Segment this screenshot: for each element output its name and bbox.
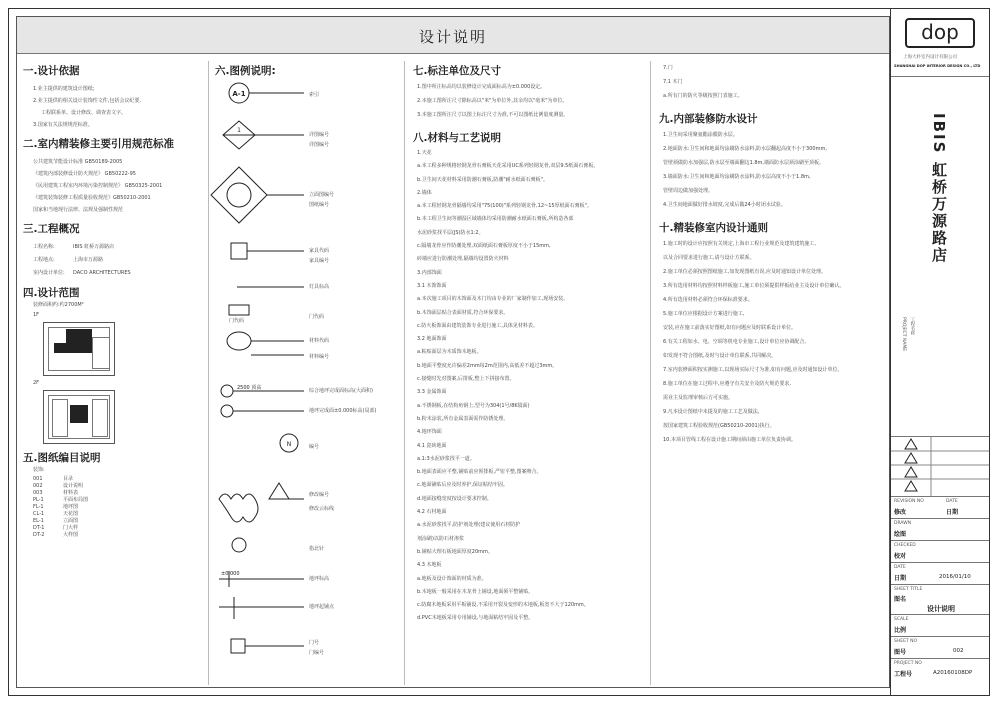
revision-triangle-icons — [891, 437, 989, 497]
section-9-pre — [653, 61, 887, 103]
text-line: a.不锈钢板,在结构角钢上,型号为304(1号/8K镜面) — [417, 402, 530, 409]
text-line: b.粉末涂装,所有金属表面需作防锈处理。 — [417, 415, 509, 422]
logo-text: dop — [921, 20, 959, 44]
table-row: CL-1 天花图 — [33, 511, 79, 517]
revision-row — [891, 496, 989, 518]
level-symbol-2 — [221, 405, 233, 417]
elevation-height-label: 2500 顶高 — [237, 385, 262, 391]
text-line: b.地面表面应平整,铺贴前应预排板,严密平整,图案吻合。 — [417, 469, 542, 476]
table-row: 室内设计单位: DACO ARCHITECTURES — [33, 270, 131, 276]
sheet-title-cn: 图名 — [894, 596, 907, 603]
text-line: 8.施工单位在施工过程中,应遵守有关安全及防火规范要求, — [663, 381, 791, 387]
index-symbol-label: A-1 — [232, 90, 246, 98]
project-no-cn: 工程号 — [894, 671, 913, 678]
section-6-heading: 六.图例说明: — [215, 65, 276, 77]
text-line: 1.施工时的设计应按照有关规定,上海市工程行业规范及建筑建筑施工, — [663, 241, 816, 247]
text-line: 如发现不符合图纸,及时与设计单位联系,共同解决。 — [663, 353, 777, 359]
legend-label: 地坪标高 — [309, 576, 330, 582]
door-number-symbol — [231, 639, 245, 653]
text-line: 6.有关工程如水、电、空调等机电专业施工,设计单位应协调配合, — [663, 339, 806, 345]
text-line: 4.2 石材地面 — [417, 509, 447, 516]
drawn-cn: 绘图 — [894, 531, 907, 538]
door-code-symbol — [229, 305, 249, 315]
text-line: a.本次施工项目的木饰面及木门均由专业的厂家制作加工,现场安装。 — [417, 296, 569, 303]
text-line: 1.图中所注标高均以装修设计完成面标高为±0.000设定。 — [417, 84, 546, 90]
company-logo — [905, 18, 975, 48]
revision-triangles — [891, 436, 989, 496]
text-line: b.木饰面层贴合表面材质,符合环保要求。 — [417, 309, 509, 316]
text-line: 工程联系单、设计修改、调查表文字。 — [41, 110, 127, 116]
checked-label: CHECKED — [894, 543, 916, 548]
text-line: 2.本施工图所注尺寸除标高以"米"为单位外,其余均以"毫米"为单位。 — [417, 98, 568, 104]
text-line: 装饰: — [33, 467, 45, 473]
text-line: 7.室内装修面积按实测施工,以现场实际尺寸为准,如有问题,应及时通知设计单位。 — [663, 367, 843, 373]
sheet-title-row — [891, 584, 989, 614]
project-name-cell — [891, 76, 989, 436]
column-2-legend — [209, 61, 405, 685]
table-row: 工程地点: 上海市万源路 — [33, 257, 104, 263]
legend-label: 材料编号 — [309, 354, 330, 360]
legend-label: 地坪起铺点 — [309, 604, 335, 610]
plan-label-1f: 1F — [33, 312, 40, 318]
text-line: 4.卫生间地面做好排水坡度,完成后做24小时闭水试验。 — [663, 202, 786, 208]
text-line: a.地板及设计饰面的材质为准。 — [417, 575, 487, 582]
table-row: 003 材料表 — [33, 490, 79, 496]
north-pointer-symbol — [232, 538, 246, 552]
table-row: 工程名称: IBIS 虹桥万源路店 — [33, 244, 115, 250]
sheet-no-cn: 图号 — [894, 649, 907, 656]
text-line: b.卫生间天花材料采用防潮石膏板,防潮"耐水纸面石膏板"。 — [417, 176, 548, 183]
text-line: c.接缝时先对图案,后排板,整上下拼接布置。 — [417, 376, 515, 383]
text-line: a.1:3水泥砂浆找平一道。 — [417, 455, 475, 462]
text-line: 2.施工单位必须按照图纸施工,如发现图纸有误,应及时通知设计单位处理。 — [663, 269, 826, 275]
legend-label: 指北针 — [309, 546, 325, 552]
text-line: 以及合同要求进行施工,请与设计方联系。 — [663, 255, 755, 261]
drawn-label: DRAWN — [894, 521, 912, 526]
text-line: b.铺贴大理石板地面厚度20mm。 — [417, 548, 493, 555]
legend-label: 索引 — [309, 92, 320, 98]
scale-cn: 比例 — [894, 627, 907, 634]
section-4-heading: 四.设计范围 — [23, 287, 80, 299]
table-row: DT-1 门大样 — [33, 525, 79, 531]
text-line: c.防火板饰面由建筑装饰专业进行施工,具体见材料表。 — [417, 322, 538, 329]
date-label: DATE — [946, 499, 958, 504]
detail-symbol-label: 1 — [237, 127, 241, 134]
text-line: b.本工程卫生间等潮湿区域墙体均采用防潮耐水纸面石膏板,所构造各部 — [417, 216, 574, 223]
text-line: 1.天花 — [417, 150, 432, 156]
text-line: a.本工程多种规格轻钢龙骨石膏板天花采用UC系列轻钢龙骨,双层9.5纸面石膏板。 — [417, 163, 599, 170]
text-line: 4.所有选用材料必须符合环保标准要求。 — [663, 297, 753, 303]
text-line: 7.门 — [663, 65, 673, 71]
text-line: 3.所有选用材料均按照材料样板施工,施工单位须提供样板给业主及设计单位确认。 — [663, 283, 845, 289]
page-title: 设计说明 — [418, 28, 487, 46]
section-1-heading: 一.设计依据 — [23, 65, 80, 77]
text-line: 3.3 金属饰面 — [417, 389, 447, 396]
section-8-body — [407, 147, 650, 626]
company-name-en: SHANGHAI DOP INTERIOR DESIGN CO., LTD — [894, 64, 981, 68]
title-bar — [17, 17, 889, 54]
table-row: DT-2 大样图 — [33, 532, 79, 538]
sheet-title: 设计说明 — [927, 605, 955, 613]
text-line: 1.卫生间采用聚氨酯涂膜防水层。 — [663, 132, 738, 138]
text-line: 2.地面防水:卫生间和地面均涂刷防水涂料,防水层翻起高度不小于300mm, — [663, 146, 827, 152]
legend-label: 灯具标高 — [309, 284, 330, 290]
project-no-row — [891, 658, 989, 694]
legend-label: 家具编号 — [309, 258, 330, 264]
text-line: d.PVC木地板采用专用铺设,与地面粘结牢固及平整。 — [417, 615, 534, 622]
text-line: 按国家建筑工程验收规范(GB50210-2001)执行。 — [663, 423, 775, 429]
legend-symbols — [209, 79, 405, 679]
sheet-no-row — [891, 636, 989, 658]
legend-label: 家具代码 — [309, 248, 330, 254]
text-line: 4.1 瓷砖地面 — [417, 442, 447, 449]
text-line: a.水泥砂浆找平,防护剂处理(建议使用石材防护 — [417, 522, 521, 529]
checked-row — [891, 540, 989, 562]
section-2-heading: 二.室内精装修主要引用规范标准 — [23, 138, 174, 150]
legend-label: 门代码 — [229, 318, 245, 324]
text-line: 管壁周边做加强处理。 — [663, 188, 714, 194]
table-row: FL-1 地坪图 — [33, 504, 79, 510]
table-row: 001 目录 — [33, 476, 74, 482]
revision-label: REVISION NO — [894, 499, 924, 504]
text-line: 3.墙面防水:卫生间和地面均涂刷防水涂料,防水层高度不小于1.8m, — [663, 174, 811, 180]
furniture-symbol — [231, 243, 247, 259]
legend-label: 立面图编号 — [309, 192, 335, 198]
title-block — [890, 8, 990, 696]
text-line: d.地面接缝宽度按设计要求控制。 — [417, 495, 492, 502]
section-3-heading: 三.工程概况 — [23, 223, 80, 235]
date-cn: 日期 — [946, 509, 959, 516]
text-line: b.木地板一般采用在木龙骨上铺设,地面须平整铺贴。 — [417, 588, 534, 595]
main-panel — [16, 16, 890, 688]
table-row: 002 设计说明 — [33, 483, 84, 489]
drawn-row — [891, 518, 989, 540]
date2-cn: 日期 — [894, 575, 907, 582]
date-value: 2016/01/10 — [939, 574, 971, 580]
text-line: 2.业主提供的相关设计装饰性文件,包括会议纪要, — [33, 98, 141, 104]
text-line: 剂涂刷)以防石材渗浆 — [417, 535, 464, 542]
checked-cn: 校对 — [894, 553, 907, 560]
text-line: 砖墙应进行防潮处理,隔墙均设置防火材料 — [417, 256, 509, 263]
revision-triangle — [269, 483, 289, 499]
text-line: 4.3 木地板 — [417, 562, 442, 569]
section-5-heading: 五.图纸编目说明 — [23, 452, 101, 464]
legend-label: 门编号 — [309, 650, 325, 656]
elevation-symbol — [211, 167, 267, 223]
project-label-en: PROJECT NAME — [901, 317, 906, 352]
project-label-cn: 工程名称 — [910, 317, 915, 335]
text-line: 安装,应在施工前落实好图纸,如有问题应及时联系设计单位。 — [663, 325, 797, 331]
text-line: 5.施工单位应根据设计方案进行施工, — [663, 311, 745, 317]
sheet-no-label: SHEET NO — [894, 639, 918, 644]
legend-label: 图纸编号 — [309, 202, 330, 208]
legend-label: 修改云标线 — [309, 506, 335, 512]
text-line: 管壁须做防水加强层,防水层至墙面翻边1.8m,墙面防水层须涂刷至顶板。 — [663, 160, 825, 166]
column-4 — [653, 61, 887, 685]
floor-plan-2f — [43, 390, 115, 444]
text-line: 《建筑装饰装修工程质量验收规范》GB50210-2001 — [33, 195, 151, 201]
project-name: IBIS 虹桥万源路店 — [930, 113, 948, 264]
sheet-title-label: SHEET TITLE — [894, 587, 923, 592]
text-line: 2.墙体 — [417, 189, 432, 196]
text-line: 需业主及监理审核后方可实施。 — [663, 395, 734, 401]
text-line: c.防腐木地板采用平板铺设,不采用开裂及变形的木地板,板宽不大于120mm。 — [417, 602, 589, 609]
level-symbol-1 — [221, 385, 233, 397]
legend-label: 综合地坪完成面标高(大面积) — [309, 388, 373, 394]
floor-level-label: ±0.000 — [221, 571, 240, 577]
text-line: 1.业主提供的建筑设计图纸; — [33, 86, 95, 92]
legend-label: 地坪完成面±0.000标高(局部) — [309, 408, 377, 414]
text-line: a.本工程轻钢龙骨隔墙均采用"75(100)"系列轻钢龙骨,12~15厚纸面石膏板"。 — [417, 203, 592, 210]
section-9-body — [653, 128, 887, 212]
text-line: 3.本施工图所注尺寸以图上标注尺寸为准,不可以图纸比例量度测量。 — [417, 112, 569, 118]
legend-label: 门号 — [309, 640, 320, 646]
text-line: 4.地坪饰面 — [417, 429, 442, 436]
text-line: a.粘贴面层为木质饰木地板。 — [417, 349, 482, 356]
date2-label: DATE — [894, 565, 906, 570]
revision-cn: 修改 — [894, 509, 907, 516]
scale-row — [891, 614, 989, 636]
text-line: 装修面积约:约2700M² — [33, 302, 84, 308]
text-line: c.地面铺贴后应及时养护,保证粘结牢固。 — [417, 482, 508, 489]
text-line: 《民用建筑工程室内环境污染控制规范》 GB50325-2001 — [33, 183, 163, 189]
section-7-heading: 七.标注单位及尺寸 — [413, 65, 501, 77]
text-line: 国家和当地现行法律、法规及强制性规范 — [33, 207, 124, 213]
section-7-body — [407, 80, 650, 122]
legend-label: 材料代码 — [309, 338, 330, 344]
column-1 — [23, 61, 209, 685]
floor-plan-1f — [43, 322, 115, 376]
scale-label: SCALE — [894, 617, 909, 622]
legend-label: 编号 — [309, 444, 320, 450]
text-line: a.所有门的防火等级按照门表施工。 — [663, 93, 743, 99]
section-8-heading: 八.材料与工艺说明 — [413, 132, 501, 144]
text-line: b.地面平整度允许偏差2mm每2m范围内,高低差不超过3mm。 — [417, 362, 558, 369]
text-line: c.隔墙龙骨应作防潮处理,双面纸面石膏板厚度不小于15mm, — [417, 243, 551, 250]
project-no: A20160108DP — [933, 670, 973, 676]
date-row — [891, 562, 989, 584]
text-line: 《建筑内部装修设计防火规范》 GB50222-95 — [33, 171, 136, 177]
table-row: EL-1 立面图 — [33, 518, 79, 524]
company-name-cn: 上海大朴室内设计有限公司 — [903, 55, 957, 60]
plan-label-2f: 2F — [33, 380, 40, 386]
material-symbol — [227, 332, 251, 350]
column-3 — [407, 61, 651, 685]
table-row: PL-1 平面布局图 — [33, 497, 89, 503]
text-line: 3.2 地面饰面 — [417, 336, 447, 343]
text-line: 7.1 木门 — [663, 79, 683, 85]
text-line: 公共建筑节能设计标准 GB50189-2005 — [33, 159, 123, 165]
section-10-body — [653, 237, 887, 447]
legend-label: 门代码 — [309, 314, 325, 320]
text-line: 3.1 木饰饰面 — [417, 282, 447, 289]
text-line: 3.国家有关法规规范标准。 — [33, 122, 93, 128]
text-line: 3.内部饰面 — [417, 269, 442, 276]
section-9-heading: 九.内部装修防水设计 — [659, 113, 758, 125]
legend-label: 详图编号 — [309, 132, 330, 138]
text-line: 水泥砂浆找平层(JS)防水1:2。 — [417, 229, 484, 236]
text-line: 10.本项目管线工程在设计施工期间须由施工单位负责协调。 — [663, 437, 796, 443]
project-no-label: PROJECT NO — [894, 661, 922, 666]
sheet-no: 002 — [953, 648, 964, 654]
text-line: 9.凡本设计图纸中未提及的施工工艺及做法, — [663, 409, 760, 415]
legend-label: 详图编号 — [309, 142, 330, 148]
north-label: N — [286, 441, 292, 448]
revision-cloud-symbol — [219, 494, 258, 522]
legend-label: 修改编号 — [309, 492, 330, 498]
section-10-heading: 十.精装修室内设计通则 — [659, 222, 768, 234]
